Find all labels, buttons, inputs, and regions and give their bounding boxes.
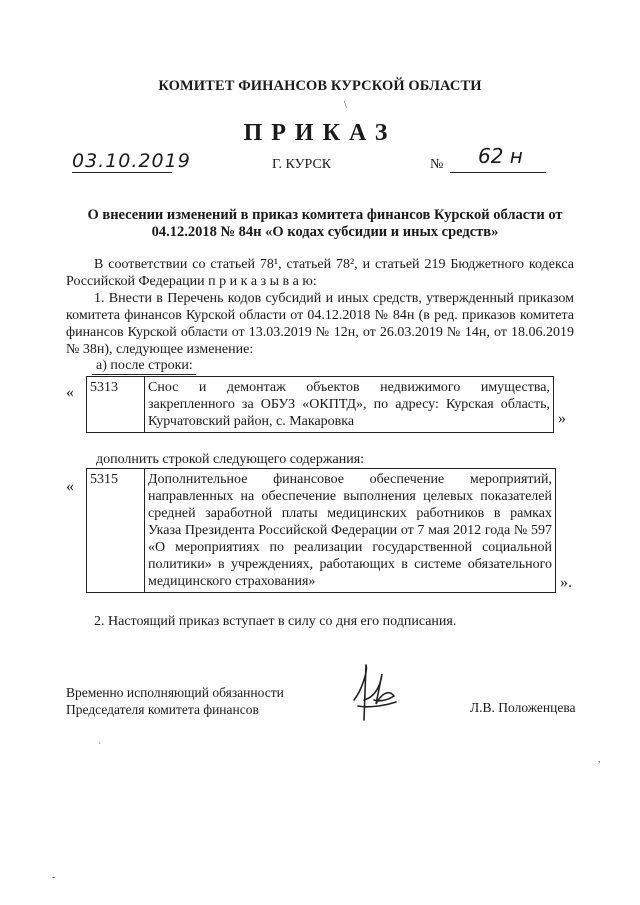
stray-mark: ` (98, 742, 102, 753)
quote-close-1: » (558, 410, 566, 427)
order-subject: О внесении изменений в приказ комитета финансов Курской области от 04.12.2018 № 84н «О кодах субсидии и иных средств» (87, 207, 563, 240)
row-description: Дополнительное финансовое обеспечение мероприятий, направленных на обеспечение выполнения целевых показателей средней заработной платы медицинских работников в рамках Указа Президента Российской Федерации от 7 мая 2012 года № 597 «О мероприятиях по реализации государственной социальной политики» в учреждениях, работающих в системе обязательного медицинского страхования» (145, 469, 556, 593)
handwritten-signature (344, 660, 404, 730)
number-sign: № (430, 157, 444, 172)
position-line-1: Временно исполняющий обязанности (66, 685, 284, 700)
stray-mark: - (52, 872, 56, 883)
after-rows-label: а) после строки: (96, 358, 193, 373)
new-row-table (86, 468, 556, 593)
number-underline (450, 172, 546, 173)
quote-open-2: « (66, 478, 74, 495)
item-2-paragraph: 2. Настоящий приказ вступает в силу со дня его подписания. (94, 614, 457, 629)
stray-mark: , (598, 754, 601, 765)
order-number: 62 н (478, 144, 523, 168)
signatory-name: Л.В. Положенцева (470, 700, 576, 715)
order-date: 03.10.2019 (72, 150, 191, 172)
signatory-position (66, 684, 284, 718)
stray-mark: \ (344, 100, 347, 111)
order-city: Г. КУРСК (272, 157, 332, 172)
position-line-2: Председателя комитета финансов (66, 702, 259, 717)
order-title: ПРИКАЗ (243, 120, 397, 146)
row-code: 5313 (87, 377, 145, 433)
row-description: Снос и демонтаж объектов недвижимого имущества, закрепленного за ОБУЗ «ОКПТД», по адресу: Курская область, Курчатовский район, с. Макаровка (145, 377, 554, 433)
after-rows-underline (92, 374, 196, 375)
quote-open-1: « (66, 384, 74, 401)
date-underline (72, 172, 172, 173)
add-row-label: дополнить строкой следующего содержания: (96, 452, 365, 467)
committee-name: КОМИТЕТ ФИНАНСОВ КУРСКОЙ ОБЛАСТИ (158, 78, 482, 94)
preamble-paragraph: В соответствии со статьей 78¹, статьей 78², и статьей 219 Бюджетного кодекса Российской Федерации п р и к а з ы в а ю: (66, 257, 574, 289)
table-row (87, 377, 554, 433)
quote-close-2: ». (560, 574, 572, 591)
row-code: 5315 (87, 469, 145, 593)
existing-row-table (86, 376, 554, 433)
item-1-paragraph: 1. Внести в Перечень кодов субсидий и иных средств, утвержденный приказом комитета финансов Курской области от 04.12.2018 № 84н (в ред. приказов комитета финансов Курской области от 13.03.2019 № 12н, от 26.03.2019 № 14н, от 18.06.2019 № 38н), следующее изменение: (66, 291, 574, 357)
table-row (87, 469, 556, 593)
